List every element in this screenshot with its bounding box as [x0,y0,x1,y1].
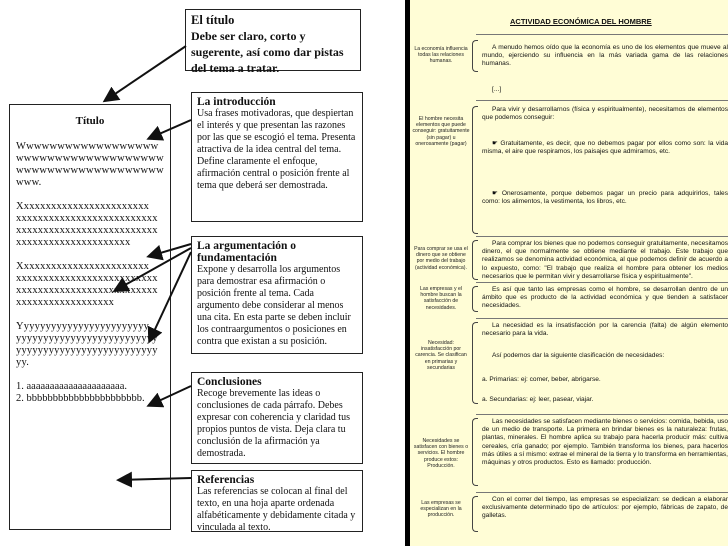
paragraph-text: Para vivir y desarrollarnos (física y espiritualmente), necesitamos de elementos que podemos conseguir: [482,106,728,122]
brace [472,40,478,72]
paragraph-text: A menudo hemos oído que la economía es uno de los elementos que mueve al mundo, ejerciendo su influencia en la más variada gama de las relaciones humanas. [482,44,728,68]
callout-heading: Referencias [197,474,255,486]
text-line: xxxxxxxxxxxxxxxxxxxxxxxxxx [16,225,158,236]
paragraph-text: Las necesidades se satisfacen mediante bienes o servicios: comida, bebida, uso de un medio de transporte. La primera en brindar bienes es la naturaleza: frutas, plantas, minerales. El hombre aplica su trabajo para hacerla producir más: cultiva cereales, cría ganado; por ejemplo. También transforma los bienes, para hacerlos más útiles a sí mismo: extrae el mineral de la tierra y lo transforma en herramientas, máquinas y otros productos. Esto es llamado: producción. [482,418,728,467]
paragraph [482,322,728,338]
paragraph [482,352,728,360]
essay-title: Título [75,115,105,127]
brace [472,286,478,312]
paragraph-text: Es así que tanto las empresas como el hombre, se desarrollan dentro de un ámbito que es producto de la actividad económica y que tienden a satisfacer necesidades. [482,286,728,310]
row-separator [476,414,728,415]
text-line: xxxxxxxxxxxxxxxxxxxxxxxxxx [16,273,158,284]
argument-paragraph-2 [16,261,164,309]
text-line: wwwwwwwwwwwwwwwwwww [16,153,164,164]
paragraph [482,190,728,206]
brace [472,418,478,486]
page-title [510,17,652,26]
callout-body: Las referencias se colocan al final del texto, en una hoja aparte ordenada alfabéticamente y debidamente citada y vinculada al texto. [197,486,356,533]
margin-note: Las empresas se especializan en la producción. [420,500,462,519]
text-line: Wwwwwwwwwwwwwwwwww [16,141,159,152]
margin-note: La economía influencia todas las relaciones humanas. [414,46,468,65]
paragraph-text: ☛ Onerosamente, porque debemos pagar un precio para adquirirlos, tales como: los alimentos, la vestimenta, los libros, etc. [482,190,728,206]
paragraph-text: La necesidad es la insatisfacción por la carencia (falta) de algún elemento necesario para la vida. [482,322,728,338]
callout-heading: El título [191,13,235,27]
row-separator [476,318,728,319]
economic-activity-page [410,0,728,546]
text-line: xxxxxxxxxxxxxxxxxxxxxxxxxx [16,213,158,224]
text-line: wwwwwwwwwwwwwwwwwww [16,165,164,176]
paragraph [482,44,728,69]
paragraph [482,106,728,122]
paragraph [482,140,728,156]
callout-heading: La argumentación o fundamentación [197,240,297,264]
text-line: yyyyyyyyyyyyyyyyyyyyyyyyyy [16,345,158,356]
margin-note: Necesidad: insatisfacción por carencia. Se clasifican en primarias y secundarias [415,340,467,371]
callout-body: Debe ser claro, corto y sugerente, así como dar pistas del tema a tratar. [191,29,344,75]
callout-title [185,9,361,75]
margin-note: Las empresas y el hombre buscan la satisfacción de necesidades. [419,286,463,311]
paragraph-text: a. Secundarias: ej: leer, pasear, viajar. [482,396,594,403]
paragraph [482,240,728,281]
callout-body: Expone y desarrolla los argumentos para demostrar esa afirmación o posición frente al tema. Cada argumento debe considerar al menos una cita. En esta parte se deben incluir los contraargumentos o posiciones en contra que existan a su posición. [197,264,351,347]
callout-argumentation [191,236,363,354]
callout-body: Usa frases motivadoras, que despiertan el interés y que presentan las razones por las que se escogió el tema. Presenta atractiva de la idea central del tema. Define claramente el enfoque, afirmación central o posición frente al tema que deberá ser demostrada. [197,108,356,191]
margin-note: Necesidades se satisfacen con bienes o servicios. El hombre produce estos: Producción. [413,438,469,469]
list-item [482,396,728,404]
row-separator [476,34,728,35]
text-line: xxxxxxxxxxxxxxxxxxxxx [16,237,131,248]
row-separator [476,492,728,493]
callout-references [191,470,363,532]
row-separator [476,282,728,283]
text-line: www. [16,177,42,188]
brace [472,322,478,404]
paragraph [482,286,728,311]
paragraph [482,86,728,94]
title-placeholder-paragraph [16,141,164,189]
text-line: yyyyyyyyyyyyyyyyyyyyyyyyyy [16,333,158,344]
callout-body: Recoge brevemente las ideas o conclusiones de cada párrafo. Debes expresar con coherencia y claridad tus propios puntos de vista. Deja clara tu conclusión de la afirmación ya demostrada. [197,388,350,459]
brace [472,240,478,280]
brace [472,496,478,532]
essay-page-mockup [9,104,171,530]
text-line: xxxxxxxxxxxxxxxxxx [16,297,115,308]
margin-note: Para comprar se usa el dinero que se obtiene por medio del trabajo (actividad económica). [414,246,468,271]
row-separator [476,100,728,101]
brace [472,106,478,234]
conclusion-paragraph [16,321,164,369]
paragraph [482,418,728,467]
margin-note: El hombre necesita elementos que puede conseguir: gratuitamente (sin pagar) u onerosamente (pagar) [412,116,470,147]
reference-list [16,381,164,405]
paragraph-text: Para comprar los bienes que no podemos conseguir gratuitamente, necesitamos dinero, el que normalmente se obtiene mediante el trabajo. Este trabajo que realizamos se denomina actividad económica, al que podemos definir de acuerdo a lo expuesto, como: "El trabajo que realiza el hombre para obtener los medios necesarios que le permitan vivir y desarrollarse física y espiritualmente". [482,240,728,280]
paragraph-text: ☛ Gratuitamente, es decir, que no debemos pagar por ellos como son: la vida misma, el aire que respiramos, los paisajes que admiramos, etc. [482,140,728,156]
callout-heading: Conclusiones [197,376,262,388]
list-item [482,376,728,384]
callout-introduction [191,92,363,222]
paragraph-text: Así podemos dar la siguiente clasificación de necesidades: [492,352,665,359]
callout-heading: La introducción [197,96,276,108]
callout-conclusions [191,372,363,464]
text-line: Xxxxxxxxxxxxxxxxxxxxxxxx [16,201,150,212]
paragraph-text: Con el correr del tiempo, las empresas se especializan: se dedican a elaborar exclusivamente determinado tipo de artículos: por ejemplo, fábricas de zapato, de galletas. [482,496,728,520]
row-separator [476,236,728,237]
reference-item: 1. aaaaaaaaaaaaaaaaaaaaa. [16,381,127,392]
text-line: Yyyyyyyyyyyyyyyyyyyyyyyy [16,321,150,332]
text-line: yy. [16,357,30,368]
text-line: Xxxxxxxxxxxxxxxxxxxxxxxx [16,261,150,272]
page-title-text: ACTIVIDAD ECONÓMICA DEL HOMBRE [510,17,652,26]
text-line: xxxxxxxxxxxxxxxxxxxxxxxxxx [16,285,158,296]
paragraph [482,496,728,521]
argument-paragraph-1 [16,201,164,249]
arrow-title [106,46,186,100]
paragraph-text: a. Primarias: ej: comer, beber, abrigarse. [482,376,601,383]
paragraph-text: [...] [492,86,502,93]
reference-item: 2. bbbbbbbbbbbbbbbbbbbbbb. [16,393,145,404]
